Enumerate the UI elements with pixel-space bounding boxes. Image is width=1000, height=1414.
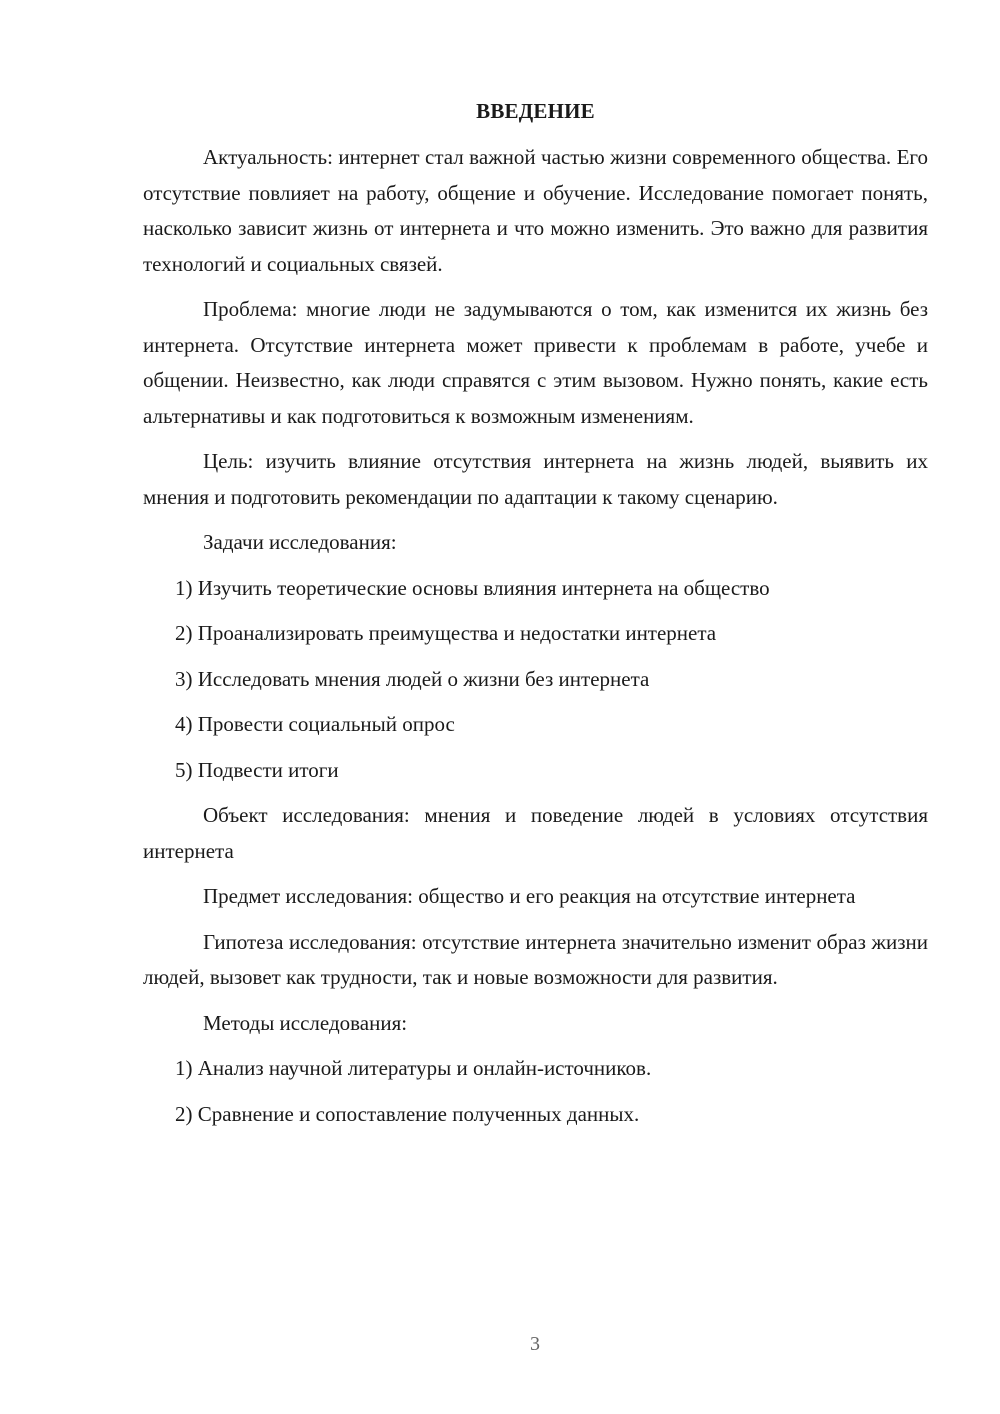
relevance-paragraph: Актуальность: интернет стал важной частью жизни современного общества. Его отсутствие повлияет на работу, общение и обучение. Исследование помогает понять, насколько зависит жизнь от интернета и что можно изменить. Это важно для развития технологий и социальных связей. <box>143 145 928 276</box>
list-item: 2) Сравнение и сопоставление полученных данных. <box>175 1101 640 1126</box>
document-page <box>143 96 928 1142</box>
goal-paragraph: Цель: изучить влияние отсутствия интернета на жизнь людей, выявить их мнения и подготовить рекомендации по адаптации к такому сценарию. <box>143 449 928 509</box>
list-item: 2) Проанализировать преимущества и недостатки интернета <box>175 621 717 645</box>
subject-paragraph: Предмет исследования: общество и его реакция на отсутствие интернета <box>203 884 856 908</box>
object-paragraph: Объект исследования: мнения и поведение людей в условиях отсутствия интернета <box>143 803 928 863</box>
tasks-list <box>143 571 928 789</box>
list-item: 5) Подвести итоги <box>175 757 339 782</box>
list-item: 4) Провести социальный опрос <box>175 712 455 736</box>
tasks-label: Задачи исследования: <box>203 530 397 554</box>
methods-label: Методы исследования: <box>203 1010 408 1035</box>
hypothesis-paragraph: Гипотеза исследования: отсутствие интернета значительно изменит образ жизни людей, вызовет как трудности, так и новые возможности для развития. <box>143 929 928 989</box>
page-number: 3 <box>530 1333 540 1355</box>
methods-list <box>143 1051 928 1132</box>
list-item: 1) Анализ научной литературы и онлайн-источников. <box>175 1056 652 1080</box>
section-heading: ВВЕДЕНИЕ <box>476 99 595 123</box>
problem-paragraph: Проблема: многие люди не задумываются о том, как изменится их жизнь без интернета. Отсутствие интернета может привести к проблемам в работе, учебе и общении. Неизвестно, как люди справятся с этим вызовом. Нужно понять, какие есть альтернативы и как подготовиться к возможным изменениям. <box>143 297 928 428</box>
list-item: 3) Исследовать мнения людей о жизни без интернета <box>175 666 650 691</box>
list-item: 1) Изучить теоретические основы влияния интернета на общество <box>175 575 770 600</box>
